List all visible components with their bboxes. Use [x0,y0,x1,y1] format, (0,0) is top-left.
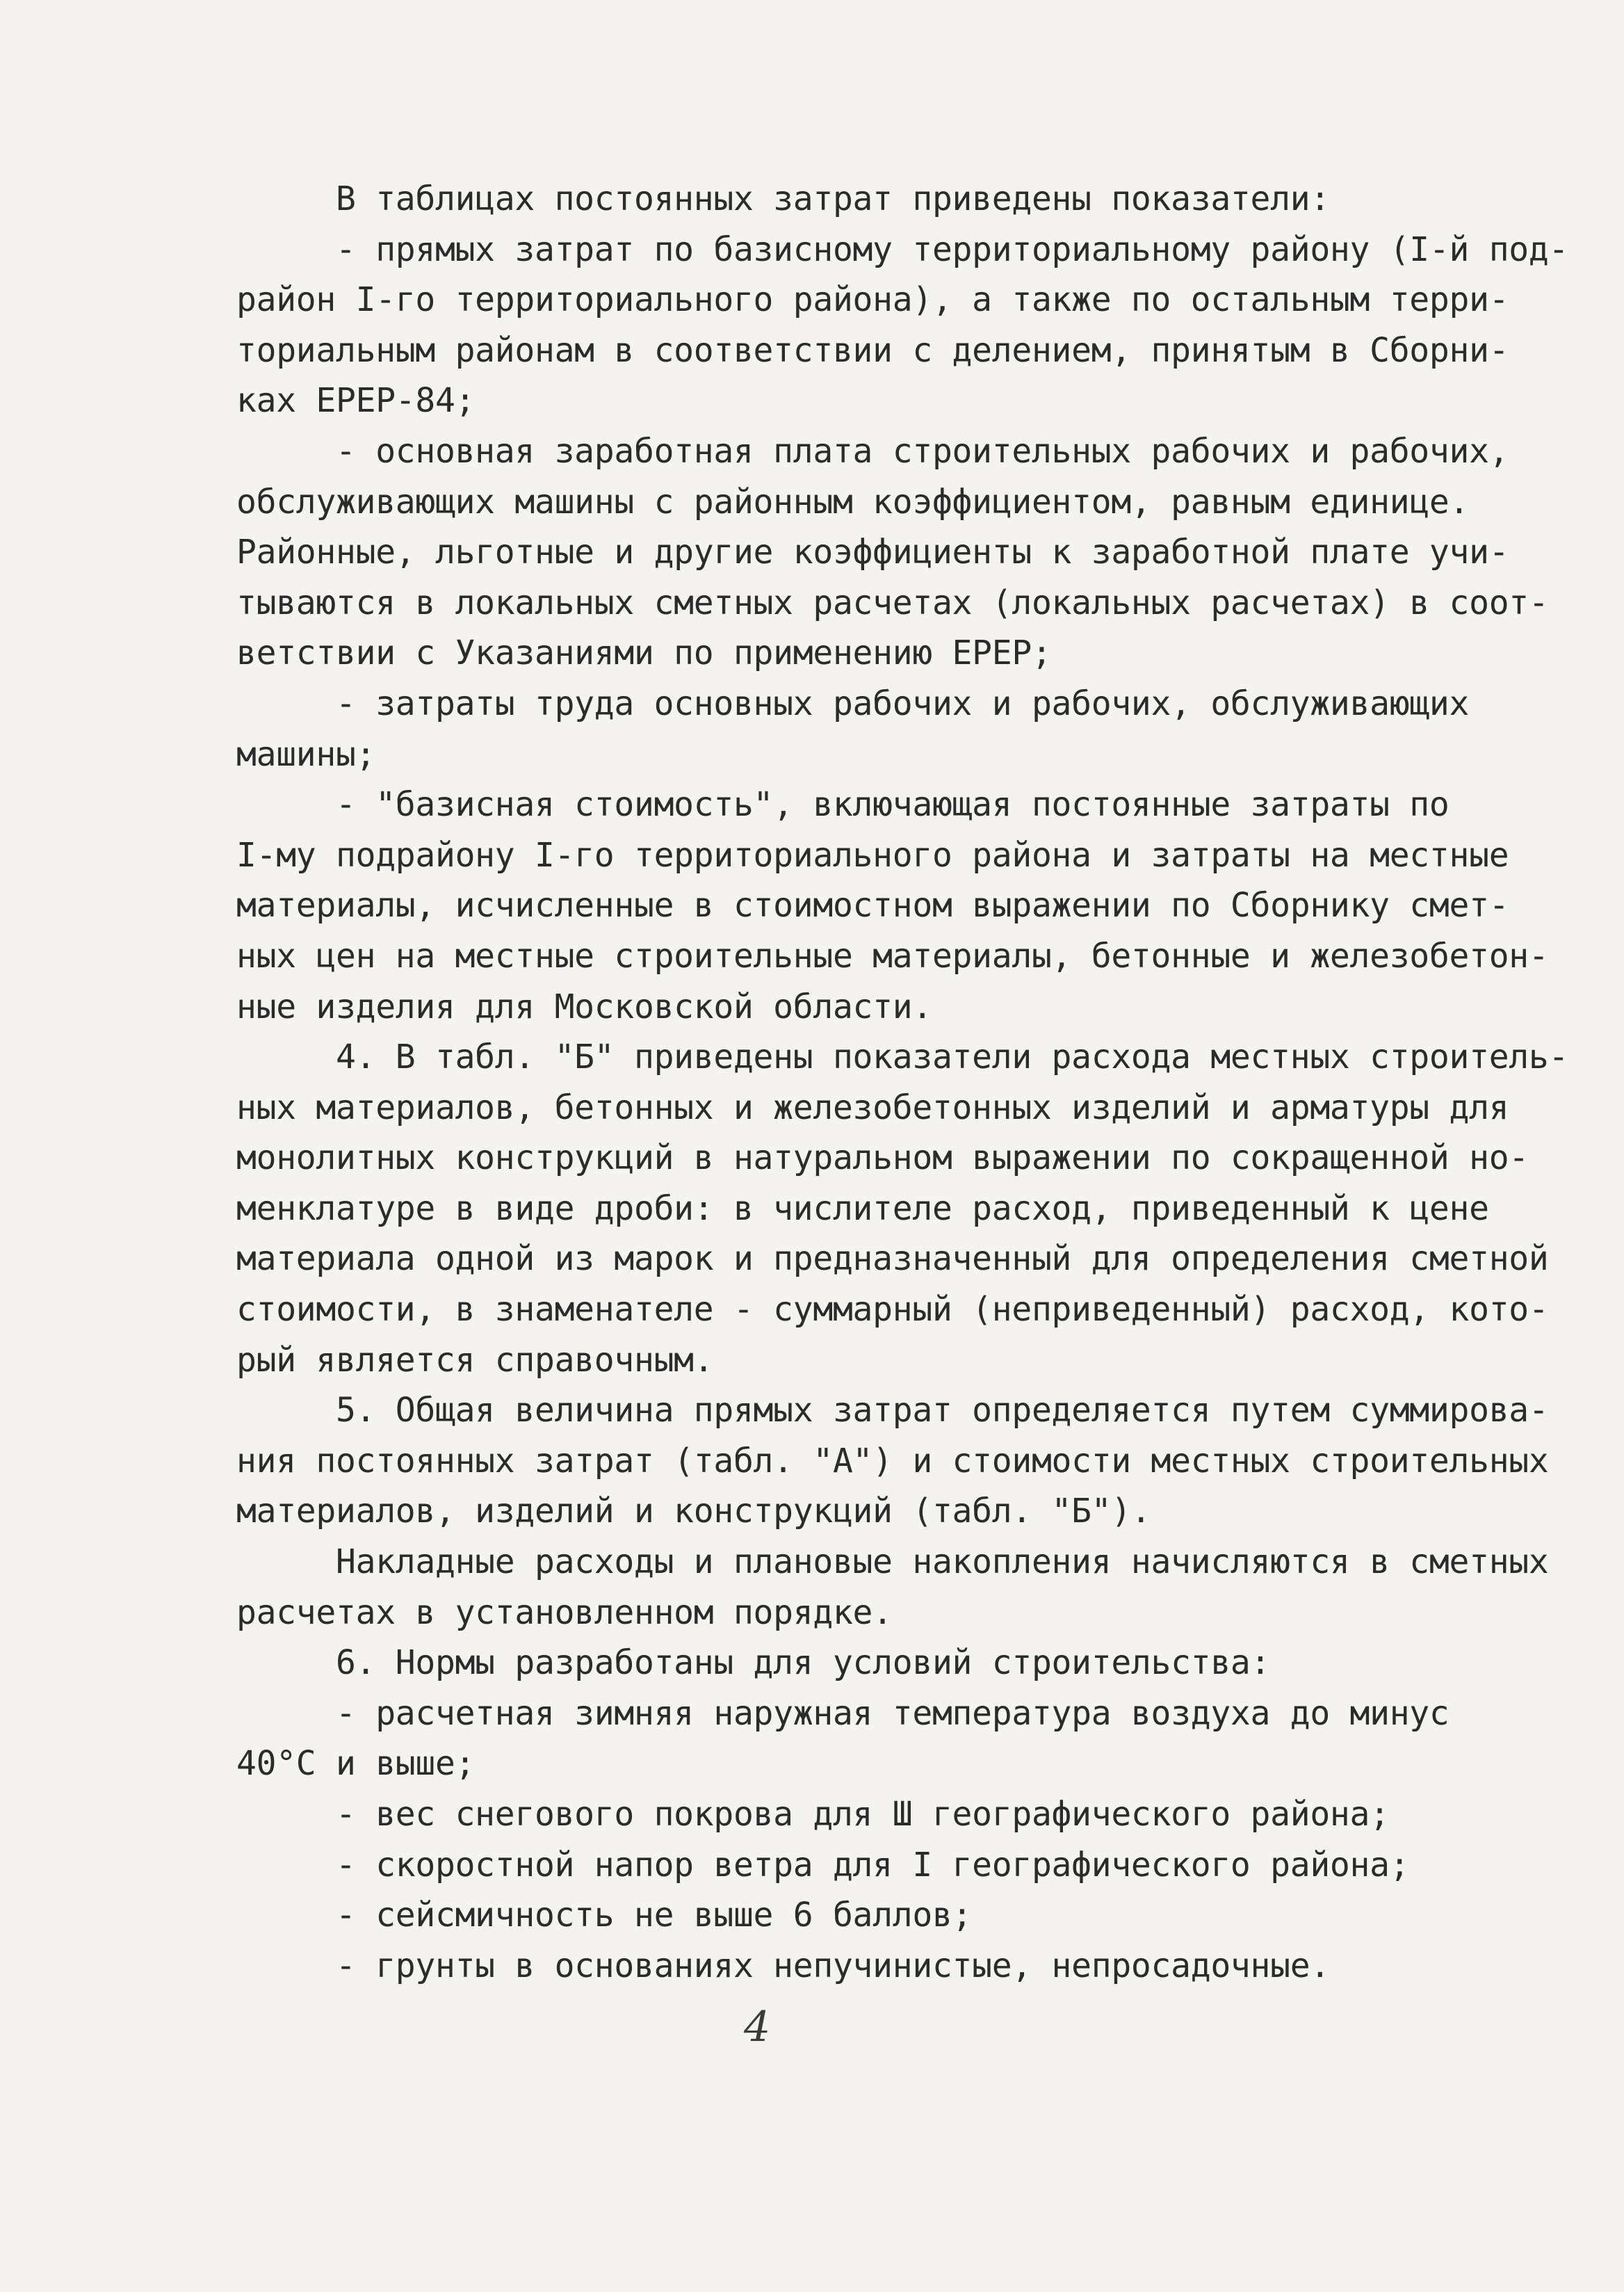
text-line: I-му подрайону I-го территориального района и затраты на местные [236,835,1509,875]
text-line: ветствии с Указаниями по применению ЕРЕР; [236,633,1052,673]
text-line: 4. В табл. "Б" приведены показатели расхода местных строитель- [236,1038,1569,1077]
text-line: - расчетная зимняя наружная температура воздуха до минус [236,1693,1450,1733]
text-line: 40°С и выше; [236,1744,476,1784]
text-line: ных материалов, бетонных и железобетонных изделий и арматуры для [236,1088,1509,1127]
text-line: тываются в локальных сметных расчетах (локальных расчетах) в соот- [236,583,1549,622]
text-line: 6. Нормы разработаны для условий строительства: [236,1643,1271,1683]
text-line: ния постоянных затрат (табл. "А") и стоимости местных строительных [236,1441,1549,1480]
text-line: район I-го территориального района), а также по остальным терри- [236,280,1509,320]
text-line: расчетах в установленном порядке. [236,1592,893,1632]
text-line: ные изделия для Московской области. [236,987,932,1026]
text-line: Накладные расходы и плановые накопления начисляются в сметных [236,1542,1549,1582]
text-line: В таблицах постоянных затрат приведены показатели: [236,179,1330,218]
text-line: - скоростной напор ветра для I географического района; [236,1845,1410,1885]
text-line: обслуживающих машины с районным коэффициентом, равным единице. [236,482,1470,522]
document-body [236,174,1569,1991]
text-line: ных цен на местные строительные материалы, бетонные и железобетон- [236,936,1549,976]
text-line: - грунты в основаниях непучинистые, непросадочные. [236,1946,1330,1985]
text-line: - "базисная стоимость", включающая постоянные затраты по [236,785,1450,825]
text-line: материалы, исчисленные в стоимостном выражении по Сборнику смет- [236,886,1509,926]
text-line: монолитных конструкций в натуральном выражении по сокращенной но- [236,1138,1529,1178]
text-line: материалов, изделий и конструкций (табл. "Б"). [236,1492,1151,1531]
text-line: машины; [236,734,376,774]
text-line: материала одной из марок и предназначенный для определения сметной [236,1239,1549,1279]
text-line: - прямых затрат по базисному территориальному району (I-й под- [236,229,1569,269]
text-line: менклатуре в виде дроби: в числителе расход, приведенный к цене [236,1188,1489,1228]
text-line: ториальным районам в соответствии с делением, принятым в Сборни- [236,330,1509,370]
page-number: 4 [744,2003,771,2051]
text-line: - основная заработная плата строительных рабочих и рабочих, [236,431,1509,471]
text-line: рый является справочным. [236,1340,714,1380]
text-line: Районные, льготные и другие коэффициенты к заработной плате учи- [236,533,1509,572]
text-line: - затраты труда основных рабочих и рабочих, обслуживающих [236,684,1470,723]
text-line: 5. Общая величина прямых затрат определяется путем суммирова- [236,1391,1549,1430]
text-line: ках ЕРЕР-84; [236,381,476,421]
text-line: стоимости, в знаменателе - суммарный (неприведенный) расход, кото- [236,1290,1549,1330]
text-line: - вес снегового покрова для Ш географического района; [236,1795,1390,1834]
text-line: - сейсмичность не выше 6 баллов; [236,1896,973,1935]
